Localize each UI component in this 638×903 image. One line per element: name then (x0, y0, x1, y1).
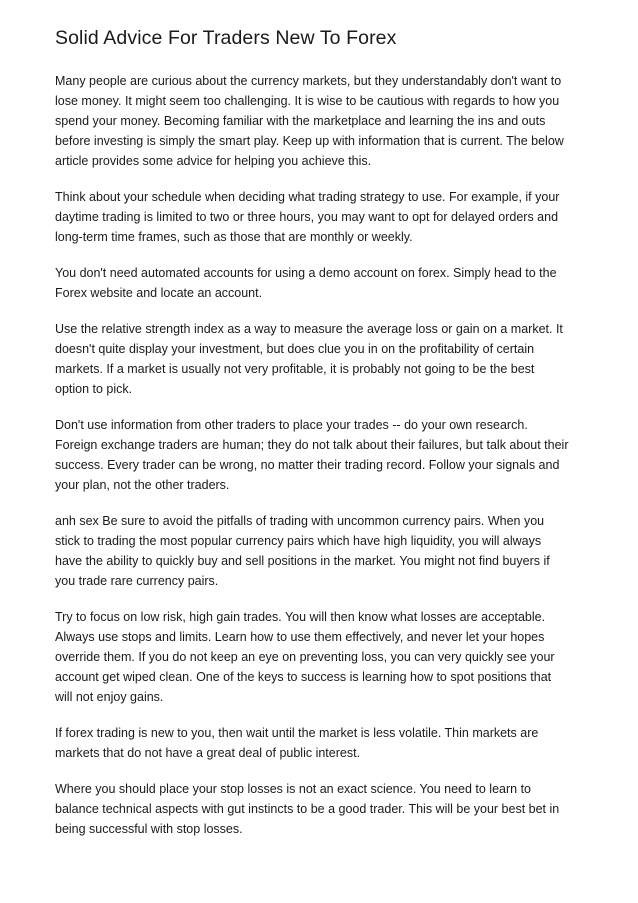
paragraph-line: balance technical aspects with gut instincts to be a good trader. This will be your best bet in (55, 802, 560, 816)
paragraph-line: you trade rare currency pairs. (55, 574, 219, 588)
paragraph (55, 71, 595, 171)
paragraph-line: account get wiped clean. One of the keys to success is learning how to spot positions that (55, 670, 552, 684)
paragraph (55, 723, 595, 763)
paragraph-line: have the ability to quickly buy and sell positions in the market. You might not find buyers if (55, 554, 550, 568)
paragraph-line: lose money. It might seem too challenging. It is wise to be cautious with regards to how you (55, 94, 560, 108)
paragraph-line: Use the relative strength index as a way to measure the average loss or gain on a market. It (55, 322, 563, 336)
paragraph-line: anh sex Be sure to avoid the pitfalls of trading with uncommon currency pairs. When you (55, 514, 545, 528)
paragraph-line: markets that do not have a great deal of public interest. (55, 746, 361, 760)
document-title: Solid Advice For Traders New To Forex (55, 27, 397, 49)
paragraph-line: Think about your schedule when deciding what trading strategy to use. For example, if your (55, 190, 560, 204)
document-body (55, 71, 595, 839)
paragraph-line: Foreign exchange traders are human; they do not talk about their failures, but talk about their (55, 438, 569, 452)
paragraph-line: long-term time frames, such as those that are monthly or weekly. (55, 230, 413, 244)
paragraph-line: Many people are curious about the currency markets, but they understandably don't want to (55, 74, 562, 88)
paragraph-line: Don't use information from other traders to place your trades -- do your own research. (55, 418, 528, 432)
paragraph-line: being successful with stop losses. (55, 822, 243, 836)
paragraph (55, 263, 595, 303)
paragraph-line: doesn't quite display your investment, but does clue you in on the profitability of certain (55, 342, 535, 356)
paragraph (55, 319, 595, 399)
paragraph (55, 415, 595, 495)
paragraph-line: your plan, not the other traders. (55, 478, 230, 492)
paragraph-line: spend your money. Becoming familiar with the marketplace and learning the ins and outs (55, 114, 546, 128)
paragraph (55, 607, 595, 707)
paragraph-line: daytime trading is limited to two or three hours, you may want to opt for delayed orders and (55, 210, 559, 224)
paragraph-line: Try to focus on low risk, high gain trades. You will then know what losses are acceptable. (55, 610, 546, 624)
paragraph-line: article provides some advice for helping you achieve this. (55, 154, 372, 168)
paragraph-line: If forex trading is new to you, then wait until the market is less volatile. Thin markets are (55, 726, 539, 740)
paragraph-line: will not enjoy gains. (55, 690, 164, 704)
paragraph (55, 511, 595, 591)
paragraph-line: You don't need automated accounts for using a demo account on forex. Simply head to the (55, 266, 557, 280)
paragraph-line: Forex website and locate an account. (55, 286, 263, 300)
paragraph (55, 187, 595, 247)
paragraph (55, 779, 595, 839)
paragraph-line: Always use stops and limits. Learn how to use them effectively, and never let your hopes (55, 630, 545, 644)
paragraph-line: markets. If a market is usually not very profitable, it is probably not going to be the best (55, 362, 535, 376)
paragraph-line: before investing is simply the smart play. Keep up with information that is current. The below (55, 134, 564, 148)
paragraph-line: success. Every trader can be wrong, no matter their trading record. Follow your signals and (55, 458, 560, 472)
document-page (55, 26, 595, 855)
paragraph-line: Where you should place your stop losses is not an exact science. You need to learn to (55, 782, 531, 796)
paragraph-line: stick to trading the most popular currency pairs which have high liquidity, you will always (55, 534, 542, 548)
paragraph-line: option to pick. (55, 382, 133, 396)
paragraph-line: override them. If you do not keep an eye on preventing loss, you can very quickly see your (55, 650, 555, 664)
